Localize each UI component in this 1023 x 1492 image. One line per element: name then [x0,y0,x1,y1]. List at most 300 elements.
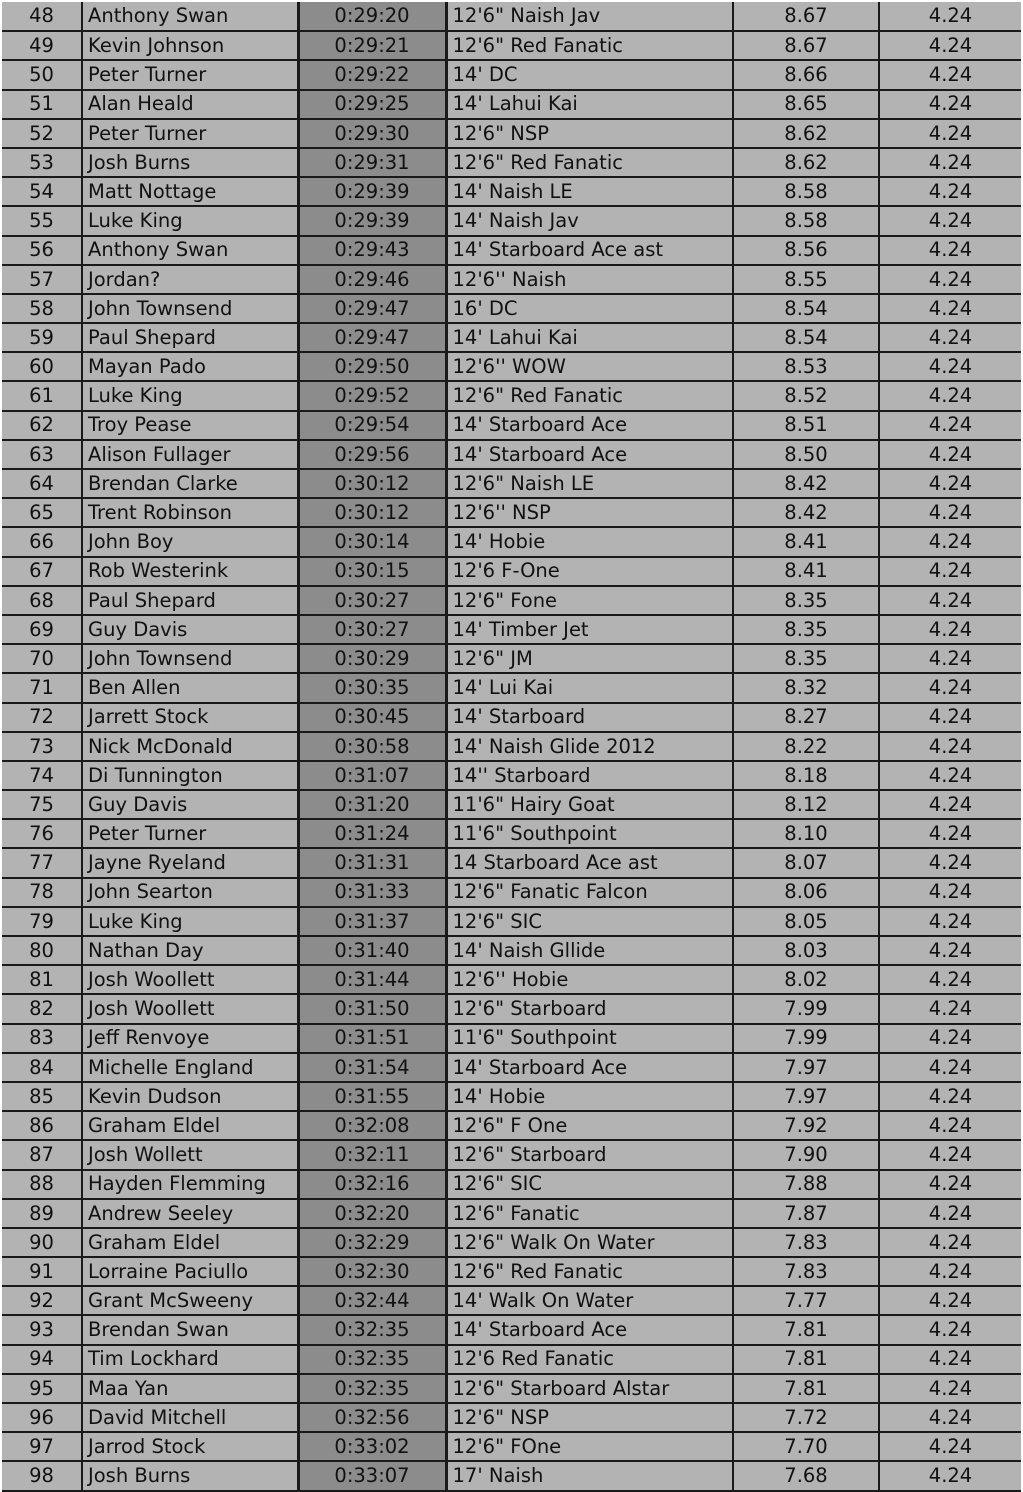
position-cell: 49 [2,31,82,60]
position-cell: 53 [2,148,82,177]
distance-cell: 4.24 [879,1286,1021,1315]
competitor-name-cell: Michelle England [82,1053,298,1082]
table-row [2,119,1021,148]
competitor-name-cell: Jayne Ryeland [82,848,298,877]
speed-cell: 8.35 [733,644,879,673]
finish-time-cell: 0:30:29 [298,644,446,673]
speed-cell: 7.70 [733,1432,879,1461]
table-row [2,31,1021,60]
position-cell: 79 [2,907,82,936]
board-cell: 12'6" Starboard [446,1140,733,1169]
finish-time-cell: 0:30:58 [298,732,446,761]
competitor-name-cell: Nathan Day [82,936,298,965]
competitor-name-cell: Nick McDonald [82,732,298,761]
finish-time-cell: 0:32:44 [298,1286,446,1315]
table-row [2,732,1021,761]
finish-time-cell: 0:31:55 [298,1082,446,1111]
competitor-name-cell: Guy Davis [82,790,298,819]
results-table [2,2,1021,1492]
table-row [2,469,1021,498]
position-cell: 82 [2,994,82,1023]
table-row [2,761,1021,790]
table-row [2,177,1021,206]
table-row [2,1315,1021,1344]
board-cell: 12'6" Walk On Water [446,1228,733,1257]
distance-cell: 4.24 [879,31,1021,60]
speed-cell: 8.66 [733,60,879,89]
board-cell: 12'6" Red Fanatic [446,148,733,177]
table-row [2,1228,1021,1257]
speed-cell: 8.22 [733,732,879,761]
finish-time-cell: 0:31:54 [298,1053,446,1082]
distance-cell: 4.24 [879,1228,1021,1257]
competitor-name-cell: John Searton [82,878,298,907]
position-cell: 91 [2,1257,82,1286]
finish-time-cell: 0:29:39 [298,177,446,206]
competitor-name-cell: Luke King [82,206,298,235]
finish-time-cell: 0:31:37 [298,907,446,936]
board-cell: 17' Naish [446,1461,733,1490]
competitor-name-cell: Peter Turner [82,119,298,148]
table-row [2,381,1021,410]
position-cell: 67 [2,557,82,586]
table-row [2,1053,1021,1082]
finish-time-cell: 0:29:56 [298,440,446,469]
finish-time-cell: 0:31:33 [298,878,446,907]
distance-cell: 4.24 [879,498,1021,527]
table-row [2,1170,1021,1199]
position-cell: 71 [2,673,82,702]
distance-cell: 4.24 [879,965,1021,994]
competitor-name-cell: Anthony Swan [82,2,298,31]
finish-time-cell: 0:33:02 [298,1432,446,1461]
distance-cell: 4.24 [879,1170,1021,1199]
table-row [2,878,1021,907]
competitor-name-cell: Di Tunnington [82,761,298,790]
position-cell: 69 [2,615,82,644]
position-cell: 58 [2,294,82,323]
distance-cell: 4.24 [879,440,1021,469]
position-cell: 72 [2,703,82,732]
speed-cell: 8.54 [733,323,879,352]
competitor-name-cell: Anthony Swan [82,236,298,265]
board-cell: 14' Starboard Ace [446,411,733,440]
competitor-name-cell: Peter Turner [82,60,298,89]
speed-cell: 8.05 [733,907,879,936]
distance-cell: 4.24 [879,1315,1021,1344]
speed-cell: 8.67 [733,31,879,60]
finish-time-cell: 0:29:50 [298,352,446,381]
board-cell: 14' Hobie [446,1082,733,1111]
distance-cell: 4.24 [879,732,1021,761]
speed-cell: 8.50 [733,440,879,469]
finish-time-cell: 0:29:30 [298,119,446,148]
distance-cell: 4.24 [879,1140,1021,1169]
finish-time-cell: 0:29:20 [298,2,446,31]
competitor-name-cell: Jarrod Stock [82,1432,298,1461]
position-cell: 73 [2,732,82,761]
distance-cell: 4.24 [879,60,1021,89]
speed-cell: 8.27 [733,703,879,732]
position-cell: 84 [2,1053,82,1082]
board-cell: 11'6" Southpoint [446,819,733,848]
competitor-name-cell: Graham Eldel [82,1228,298,1257]
board-cell: 14' Naish Gllide [446,936,733,965]
distance-cell: 4.24 [879,527,1021,556]
speed-cell: 8.41 [733,527,879,556]
distance-cell: 4.24 [879,819,1021,848]
speed-cell: 8.35 [733,586,879,615]
finish-time-cell: 0:29:54 [298,411,446,440]
board-cell: 14' Naish Glide 2012 [446,732,733,761]
table-row [2,1257,1021,1286]
position-cell: 61 [2,381,82,410]
board-cell: 12'6" Fone [446,586,733,615]
board-cell: 12'6" Naish Jav [446,2,733,31]
distance-cell: 4.24 [879,265,1021,294]
table-row [2,2,1021,31]
competitor-name-cell: Hayden Flemming [82,1170,298,1199]
finish-time-cell: 0:31:24 [298,819,446,848]
speed-cell: 8.58 [733,206,879,235]
finish-time-cell: 0:31:44 [298,965,446,994]
table-row [2,907,1021,936]
finish-time-cell: 0:32:35 [298,1374,446,1403]
table-row [2,1024,1021,1053]
competitor-name-cell: Josh Burns [82,148,298,177]
board-cell: 12'6" FOne [446,1432,733,1461]
distance-cell: 4.24 [879,1345,1021,1374]
position-cell: 90 [2,1228,82,1257]
speed-cell: 7.83 [733,1228,879,1257]
finish-time-cell: 0:29:31 [298,148,446,177]
position-cell: 51 [2,90,82,119]
board-cell: 12'6" Red Fanatic [446,31,733,60]
board-cell: 12'6" F One [446,1111,733,1140]
finish-time-cell: 0:29:25 [298,90,446,119]
position-cell: 86 [2,1111,82,1140]
table-row [2,790,1021,819]
distance-cell: 4.24 [879,790,1021,819]
speed-cell: 7.81 [733,1345,879,1374]
distance-cell: 4.24 [879,119,1021,148]
table-row [2,265,1021,294]
competitor-name-cell: Josh Woollett [82,965,298,994]
position-cell: 52 [2,119,82,148]
finish-time-cell: 0:30:14 [298,527,446,556]
finish-time-cell: 0:29:43 [298,236,446,265]
position-cell: 85 [2,1082,82,1111]
position-cell: 70 [2,644,82,673]
finish-time-cell: 0:32:16 [298,1170,446,1199]
position-cell: 93 [2,1315,82,1344]
board-cell: 12'6" SIC [446,907,733,936]
position-cell: 96 [2,1403,82,1432]
position-cell: 66 [2,527,82,556]
table-row [2,498,1021,527]
position-cell: 80 [2,936,82,965]
distance-cell: 4.24 [879,557,1021,586]
table-row [2,644,1021,673]
speed-cell: 8.42 [733,498,879,527]
position-cell: 92 [2,1286,82,1315]
speed-cell: 7.97 [733,1082,879,1111]
position-cell: 98 [2,1461,82,1490]
board-cell: 12'6" Naish LE [446,469,733,498]
finish-time-cell: 0:29:47 [298,294,446,323]
table-row [2,936,1021,965]
position-cell: 97 [2,1432,82,1461]
finish-time-cell: 0:32:11 [298,1140,446,1169]
speed-cell: 8.03 [733,936,879,965]
finish-time-cell: 0:32:35 [298,1315,446,1344]
board-cell: 12'6" Fanatic [446,1199,733,1228]
board-cell: 12'6" NSP [446,119,733,148]
distance-cell: 4.24 [879,1053,1021,1082]
distance-cell: 4.24 [879,206,1021,235]
speed-cell: 8.53 [733,352,879,381]
results-sheet [2,2,1021,1490]
distance-cell: 4.24 [879,586,1021,615]
competitor-name-cell: Josh Wollett [82,1140,298,1169]
board-cell: 14' Starboard [446,703,733,732]
finish-time-cell: 0:30:27 [298,615,446,644]
speed-cell: 8.65 [733,90,879,119]
finish-time-cell: 0:29:52 [298,381,446,410]
position-cell: 89 [2,1199,82,1228]
board-cell: 14 Starboard Ace ast [446,848,733,877]
finish-time-cell: 0:31:31 [298,848,446,877]
table-row [2,557,1021,586]
position-cell: 62 [2,411,82,440]
distance-cell: 4.24 [879,323,1021,352]
competitor-name-cell: John Townsend [82,294,298,323]
speed-cell: 7.88 [733,1170,879,1199]
finish-time-cell: 0:31:20 [298,790,446,819]
board-cell: 14'' Starboard [446,761,733,790]
table-row [2,352,1021,381]
position-cell: 56 [2,236,82,265]
distance-cell: 4.24 [879,352,1021,381]
board-cell: 11'6" Southpoint [446,1024,733,1053]
competitor-name-cell: Josh Burns [82,1461,298,1490]
distance-cell: 4.24 [879,1432,1021,1461]
distance-cell: 4.24 [879,1082,1021,1111]
competitor-name-cell: Grant McSweeny [82,1286,298,1315]
table-row [2,1199,1021,1228]
competitor-name-cell: Alison Fullager [82,440,298,469]
table-row [2,1111,1021,1140]
table-row [2,90,1021,119]
competitor-name-cell: Rob Westerink [82,557,298,586]
position-cell: 74 [2,761,82,790]
position-cell: 54 [2,177,82,206]
board-cell: 14' Starboard Ace ast [446,236,733,265]
table-row [2,615,1021,644]
speed-cell: 8.54 [733,294,879,323]
competitor-name-cell: Trent Robinson [82,498,298,527]
finish-time-cell: 0:30:12 [298,469,446,498]
board-cell: 12'6" Fanatic Falcon [446,878,733,907]
distance-cell: 4.24 [879,1461,1021,1490]
finish-time-cell: 0:32:35 [298,1345,446,1374]
board-cell: 14' Naish LE [446,177,733,206]
finish-time-cell: 0:29:22 [298,60,446,89]
speed-cell: 7.81 [733,1374,879,1403]
competitor-name-cell: Andrew Seeley [82,1199,298,1228]
speed-cell: 7.90 [733,1140,879,1169]
board-cell: 12'6" Red Fanatic [446,381,733,410]
competitor-name-cell: Jeff Renvoye [82,1024,298,1053]
competitor-name-cell: Brendan Clarke [82,469,298,498]
board-cell: 14' Naish Jav [446,206,733,235]
finish-time-cell: 0:29:21 [298,31,446,60]
table-row [2,994,1021,1023]
speed-cell: 8.58 [733,177,879,206]
distance-cell: 4.24 [879,644,1021,673]
table-row [2,527,1021,556]
position-cell: 88 [2,1170,82,1199]
finish-time-cell: 0:29:46 [298,265,446,294]
speed-cell: 8.35 [733,615,879,644]
distance-cell: 4.24 [879,294,1021,323]
finish-time-cell: 0:29:39 [298,206,446,235]
table-row [2,206,1021,235]
distance-cell: 4.24 [879,936,1021,965]
distance-cell: 4.24 [879,469,1021,498]
table-row [2,1082,1021,1111]
board-cell: 14' Timber Jet [446,615,733,644]
board-cell: 12'6'' NSP [446,498,733,527]
board-cell: 11'6" Hairy Goat [446,790,733,819]
distance-cell: 4.24 [879,1374,1021,1403]
competitor-name-cell: David Mitchell [82,1403,298,1432]
competitor-name-cell: Jordan? [82,265,298,294]
speed-cell: 7.87 [733,1199,879,1228]
competitor-name-cell: Jarrett Stock [82,703,298,732]
competitor-name-cell: John Townsend [82,644,298,673]
finish-time-cell: 0:31:40 [298,936,446,965]
speed-cell: 7.81 [733,1315,879,1344]
distance-cell: 4.24 [879,761,1021,790]
finish-time-cell: 0:31:51 [298,1024,446,1053]
position-cell: 59 [2,323,82,352]
position-cell: 48 [2,2,82,31]
finish-time-cell: 0:31:50 [298,994,446,1023]
speed-cell: 8.55 [733,265,879,294]
position-cell: 57 [2,265,82,294]
position-cell: 60 [2,352,82,381]
distance-cell: 4.24 [879,878,1021,907]
distance-cell: 4.24 [879,411,1021,440]
distance-cell: 4.24 [879,148,1021,177]
competitor-name-cell: Matt Nottage [82,177,298,206]
board-cell: 14' Lahui Kai [446,90,733,119]
competitor-name-cell: Paul Shepard [82,586,298,615]
board-cell: 14' Lahui Kai [446,323,733,352]
competitor-name-cell: Troy Pease [82,411,298,440]
competitor-name-cell: Kevin Dudson [82,1082,298,1111]
speed-cell: 8.02 [733,965,879,994]
board-cell: 14' Starboard Ace [446,440,733,469]
table-row [2,673,1021,702]
finish-time-cell: 0:30:15 [298,557,446,586]
speed-cell: 8.62 [733,148,879,177]
speed-cell: 8.51 [733,411,879,440]
finish-time-cell: 0:33:07 [298,1461,446,1490]
distance-cell: 4.24 [879,236,1021,265]
distance-cell: 4.24 [879,994,1021,1023]
position-cell: 64 [2,469,82,498]
position-cell: 81 [2,965,82,994]
distance-cell: 4.24 [879,703,1021,732]
competitor-name-cell: Josh Woollett [82,994,298,1023]
board-cell: 12'6" JM [446,644,733,673]
distance-cell: 4.24 [879,381,1021,410]
speed-cell: 8.06 [733,878,879,907]
competitor-name-cell: Luke King [82,381,298,410]
table-row [2,294,1021,323]
competitor-name-cell: Maa Yan [82,1374,298,1403]
position-cell: 63 [2,440,82,469]
position-cell: 83 [2,1024,82,1053]
table-row [2,1345,1021,1374]
speed-cell: 7.92 [733,1111,879,1140]
board-cell: 14' Walk On Water [446,1286,733,1315]
competitor-name-cell: Luke King [82,907,298,936]
speed-cell: 8.62 [733,119,879,148]
board-cell: 12'6 F-One [446,557,733,586]
table-row [2,819,1021,848]
table-row [2,236,1021,265]
speed-cell: 8.18 [733,761,879,790]
board-cell: 14' DC [446,60,733,89]
table-row [2,1461,1021,1490]
competitor-name-cell: Mayan Pado [82,352,298,381]
competitor-name-cell: Paul Shepard [82,323,298,352]
table-row [2,586,1021,615]
position-cell: 94 [2,1345,82,1374]
speed-cell: 8.32 [733,673,879,702]
distance-cell: 4.24 [879,1199,1021,1228]
position-cell: 55 [2,206,82,235]
table-row [2,1432,1021,1461]
position-cell: 95 [2,1374,82,1403]
speed-cell: 7.77 [733,1286,879,1315]
table-row [2,440,1021,469]
speed-cell: 7.97 [733,1053,879,1082]
table-row [2,1374,1021,1403]
competitor-name-cell: Ben Allen [82,673,298,702]
speed-cell: 8.52 [733,381,879,410]
distance-cell: 4.24 [879,848,1021,877]
speed-cell: 7.72 [733,1403,879,1432]
competitor-name-cell: Kevin Johnson [82,31,298,60]
distance-cell: 4.24 [879,1111,1021,1140]
board-cell: 12'6'' Naish [446,265,733,294]
competitor-name-cell: Tim Lockhard [82,1345,298,1374]
competitor-name-cell: Lorraine Paciullo [82,1257,298,1286]
position-cell: 75 [2,790,82,819]
speed-cell: 8.56 [733,236,879,265]
speed-cell: 8.12 [733,790,879,819]
finish-time-cell: 0:31:07 [298,761,446,790]
speed-cell: 7.68 [733,1461,879,1490]
board-cell: 12'6" Red Fanatic [446,1257,733,1286]
table-row [2,703,1021,732]
board-cell: 12'6" NSP [446,1403,733,1432]
distance-cell: 4.24 [879,177,1021,206]
